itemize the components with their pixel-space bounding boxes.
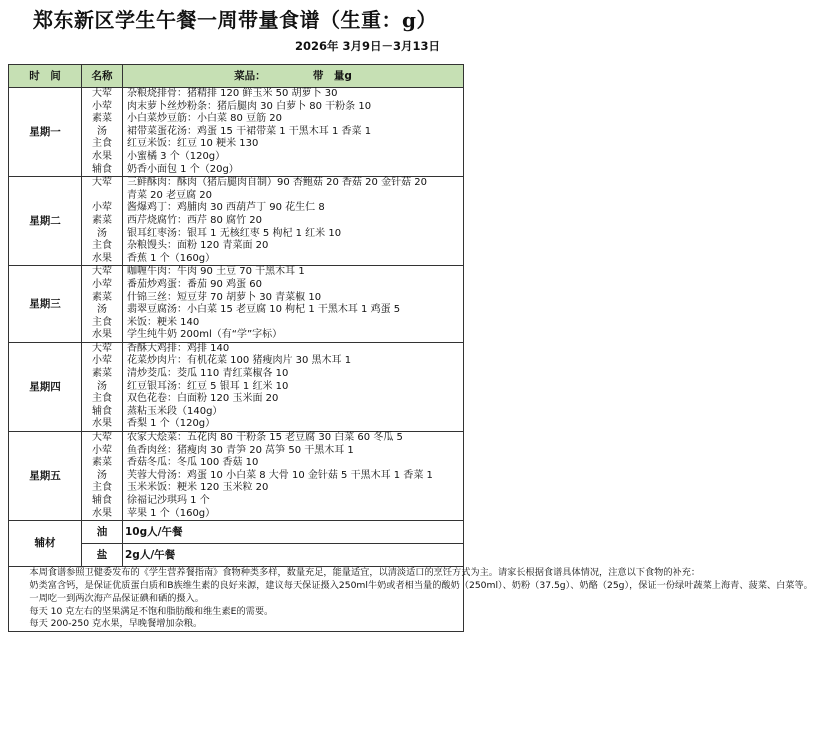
dish-item: 什锦三丝：短豆芽 70 胡萝卜 30 青菜椒 10 bbox=[127, 291, 322, 303]
category-cell bbox=[82, 88, 123, 177]
dish-item: 银耳红枣汤：银耳 1 无核红枣 5 枸杞 1 红米 10 bbox=[127, 227, 342, 239]
dish-item: 农家大烩菜：五花肉 80 干粉条 15 老豆腐 30 白菜 60 冬瓜 5 bbox=[127, 432, 403, 444]
dish-item: 青菜 20 老豆腐 20 bbox=[127, 189, 212, 201]
dish-item: 双色花卷：白面粉 120 玉米面 20 bbox=[127, 393, 279, 405]
dish-category: 素菜 bbox=[92, 214, 112, 226]
dish-category: 主食 bbox=[92, 138, 112, 150]
dish-item: 花菜炒肉片：有机花菜 100 猪瘦肉片 30 黑木耳 1 bbox=[127, 355, 352, 367]
dish-category: 汤 bbox=[97, 304, 107, 316]
dish-category: 小荤 bbox=[92, 202, 112, 214]
notes-row bbox=[9, 567, 464, 632]
seasonings-section bbox=[9, 521, 813, 632]
dish-category: 汤 bbox=[97, 469, 107, 481]
dish-item: 奶香小面包 1 个（20g） bbox=[127, 163, 239, 175]
dish-category: 素菜 bbox=[92, 113, 112, 125]
date-range: 2026年 3月9日－3月13日 bbox=[294, 39, 440, 53]
dish-item: 翡翠豆腐汤：小白菜 15 老豆腐 10 枸杞 1 干黑木耳 1 鸡蛋 5 bbox=[127, 304, 401, 316]
seasoning-row bbox=[9, 521, 464, 544]
day-label: 星期一 bbox=[9, 88, 82, 177]
dish-item: 香蕉 1 个（160g） bbox=[127, 252, 216, 264]
seasoning-value: 2g人/午餐 bbox=[123, 544, 464, 567]
dish-item: 咖喱牛肉：牛肉 90 土豆 70 干黑木耳 1 bbox=[127, 266, 305, 278]
dish-category: 小荤 bbox=[92, 278, 112, 290]
nutrition-notes bbox=[9, 567, 813, 632]
dish-item: 蒸粘玉米段（140g） bbox=[127, 405, 223, 417]
dish-item: 徐福记沙琪玛 1 个 bbox=[127, 495, 210, 506]
day-row bbox=[9, 432, 464, 521]
dish-item: 清炒茭瓜：茭瓜 110 青红菜椒各 10 bbox=[127, 368, 289, 380]
dish-category: 辅食 bbox=[92, 495, 112, 506]
seasoning-name: 油 bbox=[82, 521, 123, 544]
category-cell bbox=[82, 432, 123, 521]
menu-body bbox=[9, 88, 464, 521]
dish-category: 素菜 bbox=[92, 457, 112, 469]
day-label: 星期五 bbox=[9, 432, 82, 521]
day-row bbox=[9, 177, 464, 266]
dish-item: 裙带菜蛋花汤：鸡蛋 15 干裙带菜 1 干黑木耳 1 香菜 1 bbox=[127, 125, 372, 137]
note-paragraph: 奶类富含钙，是保证优质蛋白质和B族维生素的良好来源，建议每天保证摄入250ml牛奶或者相当量的酸奶（250ml）、奶粉（37.5g）、奶酪（25g），保证一份绿叶蔬菜上海青、菠菜、白菜等。 bbox=[29, 579, 813, 591]
day-row bbox=[9, 88, 464, 177]
dish-item: 西芹烧腐竹：西芹 80 腐竹 20 bbox=[127, 214, 262, 226]
header-day: 时 间 bbox=[9, 65, 82, 88]
dish-item: 玉米米饭：粳米 120 玉米粒 20 bbox=[127, 482, 269, 494]
table-header-row bbox=[9, 65, 464, 88]
dish-category: 主食 bbox=[92, 482, 112, 494]
dish-item: 香菇冬瓜：冬瓜 100 香菇 10 bbox=[127, 457, 259, 469]
day-label: 星期四 bbox=[9, 342, 82, 431]
dish-category: 大荤 bbox=[92, 432, 112, 444]
dish-item: 红豆米饭：红豆 10 粳米 130 bbox=[127, 138, 259, 150]
note-paragraph: 本周食谱参照卫健委发布的《学生营养餐指南》食物种类多样，数量充足，能量适宜，以清淡适口的烹饪方式为主。请家长根据食谱具体情况，注意以下食物的补充： bbox=[29, 567, 701, 579]
dish-category: 汤 bbox=[97, 380, 107, 392]
note-paragraph: 每天 200-250 克水果，早晚餐增加杂粮。 bbox=[29, 618, 203, 630]
dish-category: 水果 bbox=[92, 150, 112, 162]
category-cell bbox=[82, 177, 123, 266]
dish-cell bbox=[123, 177, 464, 266]
category-cell bbox=[82, 342, 123, 431]
dish-item: 番茄炒鸡蛋：番茄 90 鸡蛋 60 bbox=[127, 278, 262, 290]
dish-category: 主食 bbox=[92, 240, 112, 252]
dish-category: 小荤 bbox=[92, 100, 112, 112]
dish-category: 大荤 bbox=[92, 266, 112, 278]
dish-item: 米饭：粳米 140 bbox=[127, 316, 200, 328]
dish-cell bbox=[123, 88, 464, 177]
day-label: 星期三 bbox=[9, 266, 82, 343]
dish-item: 香酥大鸡排：鸡排 140 bbox=[127, 342, 230, 354]
dish-cell bbox=[123, 266, 464, 343]
dish-category: 水果 bbox=[92, 252, 112, 264]
day-row bbox=[9, 342, 464, 431]
dish-category: 大荤 bbox=[92, 177, 112, 189]
dish-category: 主食 bbox=[92, 393, 112, 405]
dish-item: 香梨 1 个（120g） bbox=[127, 418, 216, 430]
dish-category: 主食 bbox=[92, 316, 112, 328]
dish-cell bbox=[123, 342, 464, 431]
dish-category: 大荤 bbox=[92, 88, 112, 99]
dish-item: 三鲜酥肉：酥肉（猪后腿肉自制）90 杏鲍菇 20 香菇 20 金针菇 20 bbox=[127, 177, 427, 189]
dish-item: 学生纯牛奶 200ml（有“学”字标） bbox=[127, 329, 283, 341]
note-paragraph: 每天 10 克左右的坚果满足不饱和脂肪酸和维生素E的需要。 bbox=[29, 605, 274, 617]
dish-category: 辅食 bbox=[92, 163, 112, 175]
dish-item: 芙蓉大骨汤：鸡蛋 10 小白菜 8 大骨 10 金针菇 5 干黑木耳 1 香菜 1 bbox=[127, 469, 433, 481]
seasoning-name: 盐 bbox=[82, 544, 123, 567]
dish-item: 鱼香肉丝：猪瘦肉 30 青笋 20 莴笋 50 干黑木耳 1 bbox=[127, 444, 354, 456]
category-cell bbox=[82, 266, 123, 343]
dish-category bbox=[84, 190, 120, 203]
day-label: 星期二 bbox=[9, 177, 82, 266]
dish-category: 水果 bbox=[92, 418, 112, 430]
dish-item: 苹果 1 个（160g） bbox=[127, 507, 216, 519]
dish-category: 水果 bbox=[92, 329, 112, 341]
dish-item: 红豆银耳汤：红豆 5 银耳 1 红米 10 bbox=[127, 380, 289, 392]
dish-category: 水果 bbox=[92, 507, 112, 519]
note-paragraph: 一周吃一到两次海产品保证碘和硒的摄入。 bbox=[29, 592, 204, 604]
dish-item: 杂粮馒头：面粉 120 青菜面 20 bbox=[127, 240, 269, 252]
weekly-menu-table bbox=[8, 64, 813, 632]
dish-category: 汤 bbox=[97, 125, 107, 137]
dish-item: 小白菜炒豆筋：小白菜 80 豆筋 20 bbox=[127, 113, 282, 125]
dish-category: 大荤 bbox=[92, 342, 112, 354]
seasoning-value: 10g人/午餐 bbox=[123, 521, 464, 544]
dish-cell bbox=[123, 432, 464, 521]
dish-item: 小蜜橘 3 个（120g） bbox=[127, 150, 226, 162]
seasonings-label: 辅材 bbox=[9, 521, 82, 567]
dish-category: 素菜 bbox=[92, 291, 112, 303]
dish-category: 素菜 bbox=[92, 368, 112, 380]
dish-category: 辅食 bbox=[92, 405, 112, 417]
header-category: 名称 bbox=[82, 65, 123, 88]
dish-item: 杂粮烧排骨：猪精排 120 鲜玉米 50 胡萝卜 30 bbox=[127, 88, 338, 99]
header-dish: 菜品： 带 量g bbox=[123, 65, 464, 88]
dish-category: 小荤 bbox=[92, 355, 112, 367]
dish-category: 汤 bbox=[97, 227, 107, 239]
dish-category: 小荤 bbox=[92, 444, 112, 456]
dish-item: 酱爆鸡丁：鸡脯肉 30 西葫芦丁 90 花生仁 8 bbox=[127, 202, 325, 214]
day-row bbox=[9, 266, 464, 343]
dish-item: 肉末萝卜丝炒粉条：猪后腿肉 30 白萝卜 80 干粉条 10 bbox=[127, 100, 372, 112]
page-title: 郑东新区学生午餐一周带量食谱（生重：g） bbox=[33, 8, 437, 32]
